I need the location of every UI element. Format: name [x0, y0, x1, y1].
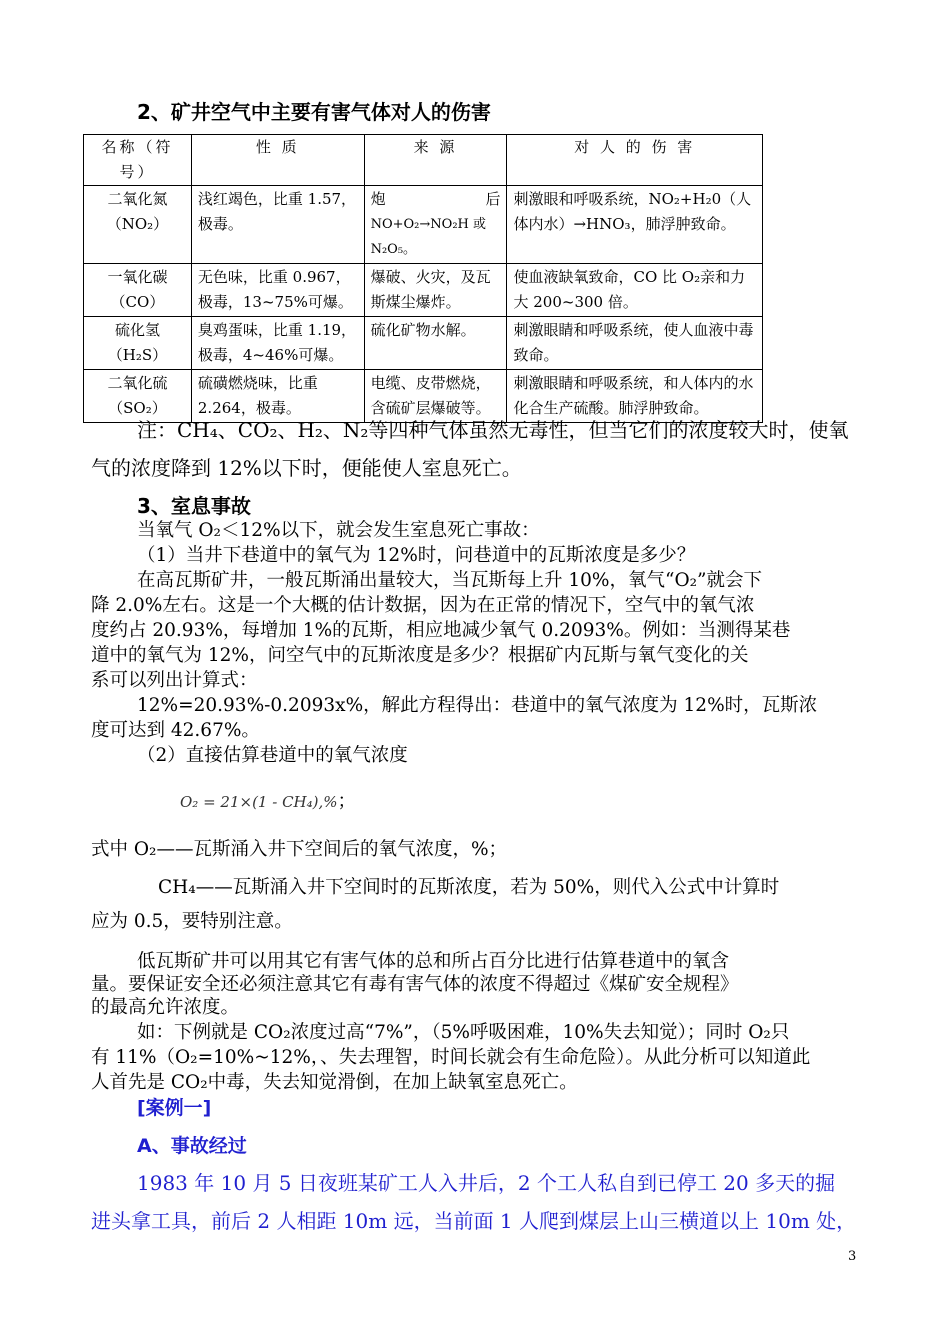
source-text: 后: [485, 190, 501, 208]
header-harm: 对 人 的 伤 害: [507, 135, 763, 186]
section3-heading: 3、室息事故: [137, 494, 251, 518]
source-text: N₂O₅。: [370, 242, 417, 257]
question-2: （2）直接估算巷道中的氧气浓度: [137, 745, 408, 766]
note-line: 气的浓度降到 12%以下时，便能使人室息死亡。: [91, 456, 522, 480]
property-cell: 臭鸡蛋味，比重 1.19，极毒，4~46%可爆。: [191, 317, 364, 370]
table-row: [84, 264, 763, 317]
table-header-row: [84, 135, 763, 186]
formula-text: O₂ = 21×(1 - CH₄),%: [180, 793, 338, 811]
header-name: 名称（符号）: [84, 135, 192, 186]
gas-symbol: （NO₂）: [106, 215, 169, 233]
definition-line: CH₄——瓦斯涌入井下空间时的瓦斯浓度，若为 50%，则代入公式中计算时: [158, 877, 780, 898]
page-number: 3: [848, 1249, 857, 1264]
gas-name-cell: [84, 317, 192, 370]
case1-line: 1983 年 10 月 5 日夜班某矿工人入井后，2 个工人私自到已停工 20 多天的掘: [137, 1171, 836, 1195]
oxygen-formula: [180, 787, 356, 813]
paragraph-line: 系可以列出计算式：: [91, 670, 258, 691]
paragraph-line: 度可达到 42.67%。: [91, 720, 260, 741]
source-cell: [364, 186, 507, 264]
definition-line: 应为 0.5，要特别注意。: [91, 911, 293, 932]
case1-heading: [案例一]: [137, 1097, 212, 1119]
paragraph-line: 量。要保证安全还必须注意其它有毒有害气体的浓度不得超过《煤矿安全规程》: [91, 974, 739, 995]
definition-line: 式中 O₂——瓦斯涌入井下空间后的氧气浓度，%；: [91, 839, 508, 860]
gas-name-cell: [84, 186, 192, 264]
formula-semicolon: ；: [337, 791, 357, 812]
note-line: 注：CH₄、CO₂、H₂、N₂等四种气体虽然无毒性，但当它们的浓度较大时，使氧: [137, 418, 849, 442]
question-1: （1）当井下巷道中的氧气为 12%时，问巷道中的瓦斯浓度是多少？: [137, 545, 696, 566]
section3-intro: 当氧气 O₂＜12%以下，就会发生室息死亡事故：: [137, 520, 540, 541]
gas-symbol: （H₂S）: [107, 346, 168, 364]
source-text: NO+O₂→NO₂H 或: [370, 217, 486, 232]
paragraph-line: 人首先是 CO₂中毒，失去知觉滑倒，在加上缺氧室息死亡。: [91, 1072, 578, 1093]
harmful-gas-table: [83, 134, 763, 423]
source-cell: 电缆、皮带燃烧，含硫矿层爆破等。: [364, 370, 507, 423]
harm-cell: 使血液缺氧致命，CO 比 O₂亲和力大 200~300 倍。: [507, 264, 763, 317]
case1-subheading: A、事故经过: [137, 1135, 247, 1157]
section2-heading: 2、矿井空气中主要有害气体对人的伤害: [137, 100, 491, 124]
paragraph-line: 度约占 20.93%，每增加 1%的瓦斯，相应地减少氧气 0.2093%。例如：当测得某巷: [91, 620, 791, 641]
harm-cell: 刺激眼睛和呼吸系统，使人血液中毒致命。: [507, 317, 763, 370]
paragraph-line: 低瓦斯矿井可以用其它有害气体的总和所占百分比进行估算巷道中的氧含: [137, 951, 730, 972]
gas-name-cell: [84, 264, 192, 317]
property-cell: 浅红竭色，比重 1.57，极毒。: [191, 186, 364, 264]
harm-cell: 刺激眼睛和呼吸系统，和人体内的水化合生产硫酸。肺浮肿致命。: [507, 370, 763, 423]
gas-symbol: （CO）: [110, 293, 165, 311]
paragraph-line: 道中的氧气为 12%，问空气中的瓦斯浓度是多少？根据矿内瓦斯与氧气变化的关: [91, 645, 749, 666]
gas-name: 二氧化氮: [107, 190, 168, 208]
table-row: [84, 317, 763, 370]
source-cell: 爆破、火灾，及瓦斯煤尘爆炸。: [364, 264, 507, 317]
source-text: 炮: [370, 190, 386, 208]
source-cell: 硫化矿物水解。: [364, 317, 507, 370]
case1-line: 进头拿工具，前后 2 人相距 10m 远，当前面 1 人爬到煤层上山三横道以上 10m 处，: [91, 1209, 857, 1233]
paragraph-line: 有 11%（O₂=10%~12%，、失去理智，时间长就会有生命危险）。从此分析可以知道此: [91, 1047, 811, 1068]
table-row: [84, 186, 763, 264]
gas-name: 硫化氢: [114, 321, 160, 339]
paragraph-line: 12%=20.93%-0.2093x%，解此方程得出：巷道中的氧气浓度为 12%时，瓦斯浓: [137, 695, 818, 716]
property-cell: 无色味，比重 0.967，极毒，13~75%可爆。: [191, 264, 364, 317]
paragraph-line: 在高瓦斯矿井，一般瓦斯涌出量较大，当瓦斯每上升 10%，氧气“O₂”就会下: [137, 570, 763, 591]
paragraph-line: 降 2.0%左右。这是一个大概的估计数据，因为在正常的情况下，空气中的氧气浓: [91, 595, 755, 616]
paragraph-line: 如：下例就是 CO₂浓度过高“7%”，（5%呼吸困难，10%失去知觉）；同时 O₂只: [137, 1022, 790, 1043]
header-property: 性 质: [191, 135, 364, 186]
gas-name: 二氧化硫: [107, 374, 168, 392]
property-cell: 硫磺燃烧味，比重 2.264，极毒。: [191, 370, 364, 423]
header-source: 来 源: [364, 135, 507, 186]
gas-name: 一氧化碳: [107, 268, 168, 286]
paragraph-line: 的最高允许浓度。: [91, 997, 240, 1018]
harm-cell: 刺激眼和呼吸系统，NO₂+H₂0（人体内水）→HNO₃，肺浮肿致命。: [507, 186, 763, 264]
gas-symbol: （SO₂）: [108, 399, 167, 417]
